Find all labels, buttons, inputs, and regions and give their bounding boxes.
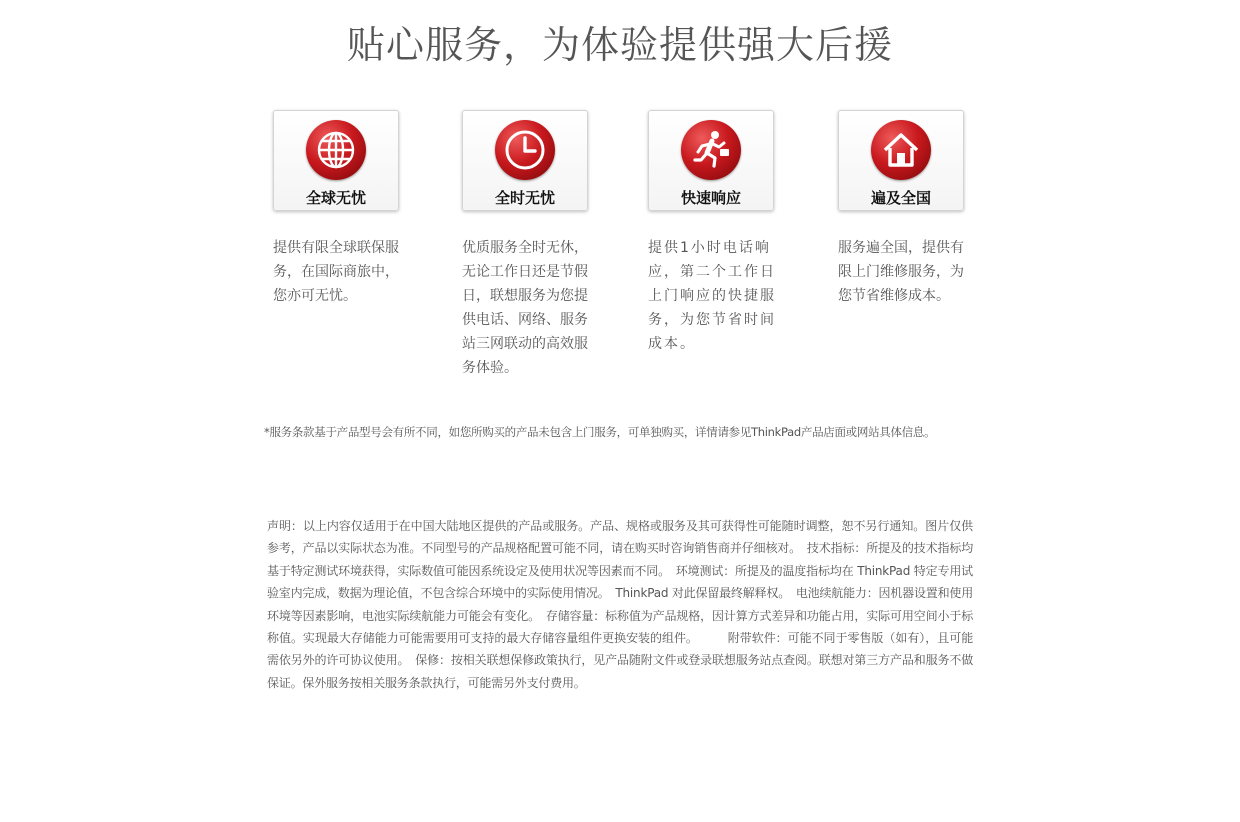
service-global bbox=[273, 110, 423, 308]
clock-icon bbox=[495, 120, 555, 180]
service-nationwide bbox=[838, 110, 988, 308]
home-icon bbox=[871, 120, 931, 180]
service-description: 提供1小时电话响应，第二个工作日上门响应的快捷服务，为您节省时间成本。 bbox=[648, 240, 776, 352]
service-card-global bbox=[273, 110, 399, 211]
service-card-nationwide bbox=[838, 110, 964, 211]
service-label: 全时无忧 bbox=[494, 189, 555, 207]
legal-disclaimer: 声明：以上内容仅适用于在中国大陆地区提供的产品或服务。产品、规格或服务及其可获得性可能随时调整，恕不另行通知。图片仅供参考，产品以实际状态为准。不同型号的产品规格配置可能不同，请在购买时咨询销售商并仔细核对。 技术指标：所提及的技术指标均基于特定测试环境获得，实际数值可能因系统设定及使用状况等因素而不同。 环境测试：所提及的温度指标均在 ThinkPad 特定专用试验室内完成，数据为理论值，不包含综合环境中的实际使用情况。 ThinkPad 对此保留最终解释权。 电池续航能力：因机器设置和使用环境等因素影响，电池实际续航能力可能会有变化。 存储容量：标称值为产品规格，因计算方式差异和功能占用，实际可用空间小于标称值。实现最大存储能力可能需要用可支持的最大存储容量组件更换安装的组件。 附带软件：可能不同于零售版（如有），且可能需依另外的许可协议使用。 保修：按相关联想保修政策执行，见产品随附文件或登录联想服务站点查阅。联想对第三方产品和服务不做保证。保外服务按相关服务条款执行，可能需另外支付费用。 bbox=[267, 519, 973, 690]
page-title: 贴心服务，为体验提供强大后援 bbox=[346, 23, 893, 67]
service-description: 提供有限全球联保服务，在国际商旅中，您亦可无忧。 bbox=[273, 240, 399, 304]
service-card-quick-response bbox=[648, 110, 774, 211]
service-card-fulltime bbox=[462, 110, 588, 211]
service-fulltime bbox=[462, 110, 612, 380]
service-description: 服务遍全国，提供有限上门维修服务，为您节省维修成本。 bbox=[838, 240, 964, 304]
running-man-icon bbox=[681, 120, 741, 180]
service-quick-response bbox=[648, 110, 798, 356]
globe-icon bbox=[306, 120, 366, 180]
service-label: 遍及全国 bbox=[870, 189, 931, 207]
service-terms-note: *服务条款基于产品型号会有所不同，如您所购买的产品未包含上门服务，可单独购买，详情请参见ThinkPad产品店面或网站具体信息。 bbox=[264, 425, 936, 439]
service-label: 全球无忧 bbox=[305, 189, 366, 207]
service-label: 快速响应 bbox=[680, 189, 741, 207]
service-description: 优质服务全时无休，无论工作日还是节假日，联想服务为您提供电话、网络、服务站三网联动的高效服务体验。 bbox=[462, 240, 588, 376]
